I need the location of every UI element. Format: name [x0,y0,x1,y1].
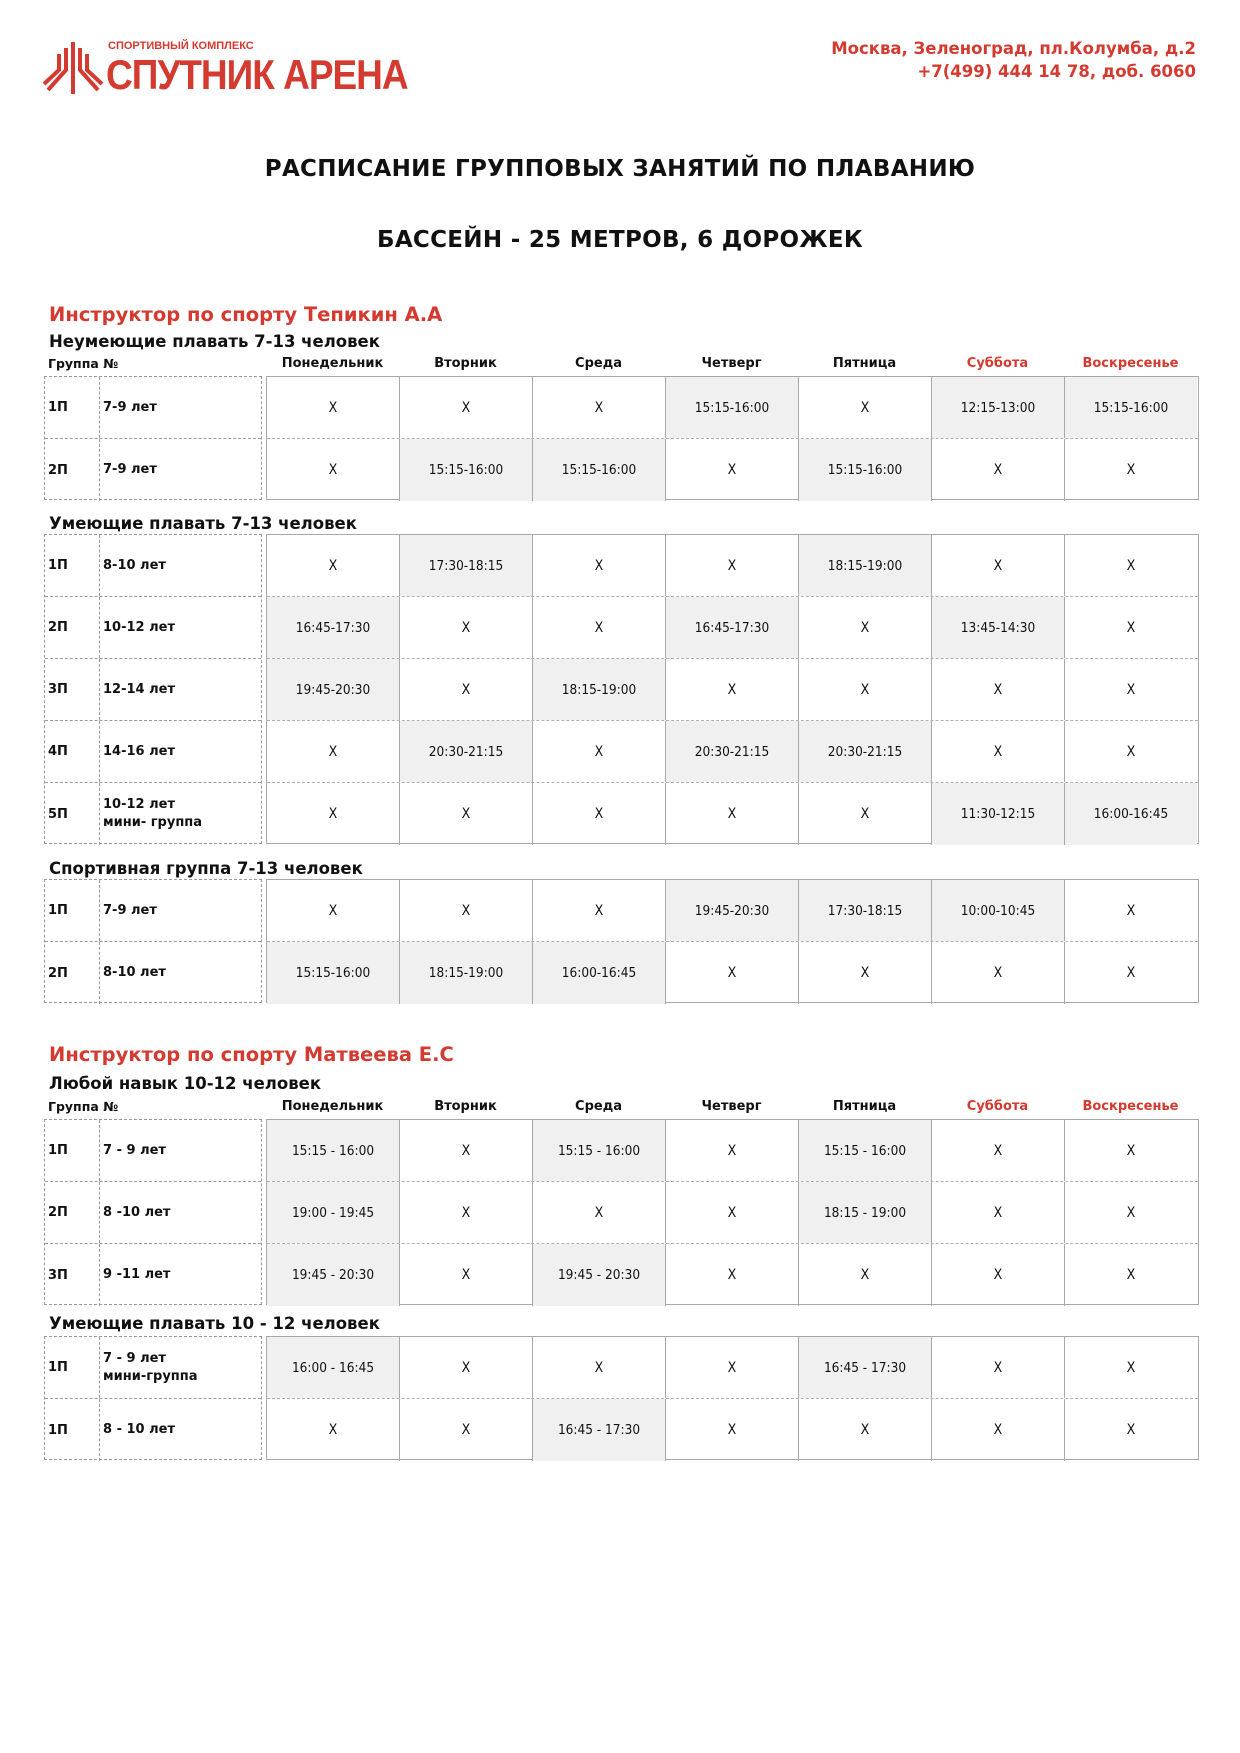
group-code: 2П [48,965,68,981]
class-time-cell: 15:15 - 16:00 [799,1120,932,1181]
no-class-cell: X [799,597,932,658]
class-time-cell: 20:30-21:15 [666,721,799,782]
day-header-5: Суббота [966,356,1029,371]
schedule-grid [266,376,1199,500]
schedule-row [267,1120,1198,1182]
no-class-cell: X [1126,557,1136,574]
day-header-6: Воскресенье [1082,356,1179,371]
class-time-cell: 17:30-18:15 [799,880,932,941]
logo-emblem-icon [42,40,104,96]
group-row [45,377,261,439]
class-time-cell: 18:15-19:00 [533,659,666,720]
day-header-5: Суббота [966,1099,1029,1114]
no-class-cell: X [533,783,666,845]
group-divider [99,1399,100,1461]
no-class-cell: X [799,1399,932,1461]
class-time-cell: 16:45 - 17:30 [533,1399,666,1461]
group-row [45,783,261,845]
group-divider [99,721,100,782]
class-time-cell: 19:45 - 20:30 [267,1244,400,1306]
no-class-cell: X [932,1337,1065,1398]
group-row [45,439,261,501]
instructor-name: Инструктор по спорту Матвеева Е.С [49,1043,454,1066]
group-code: 2П [48,620,68,635]
group-age: 10-12 лет [103,619,175,635]
group-code: 1П [48,558,68,573]
no-class-cell: X [799,659,932,720]
no-class-cell: X [666,942,799,1004]
group-divider [99,439,100,501]
no-class-cell: X [666,659,799,720]
no-class-cell: X [533,597,666,658]
group-age: 7 - 9 лет [103,1142,166,1158]
logo [42,40,408,100]
schedule-grid [266,1336,1199,1460]
section-title: Умеющие плавать 7-13 человек [49,514,357,533]
group-list [44,376,262,500]
no-class-cell: X [1126,1359,1136,1376]
group-row [45,880,261,942]
group-row [45,659,261,721]
group-code: 3П [48,682,68,697]
group-code: 3П [48,1267,68,1283]
group-code: 1П [48,903,68,918]
no-class-cell: X [400,1244,533,1306]
no-class-cell: X [932,721,1065,782]
no-class-cell: X [666,439,799,501]
no-class-cell: X [1126,1422,1136,1438]
group-age: 9 -11 лет [103,1267,171,1282]
group-code: 4П [48,744,68,759]
group-divider [99,783,100,845]
section-title: Неумеющие плавать 7-13 человек [49,332,380,351]
no-class-cell: X [932,1120,1065,1181]
schedule-row [267,880,1198,942]
day-header-1: Вторник [434,356,497,371]
group-age: 7 - 9 лет мини-группа [103,1350,198,1384]
no-class-cell: X [932,659,1065,720]
day-header-2: Среда [575,356,622,371]
class-time-cell: 15:15-16:00 [533,439,666,501]
class-time-cell: 20:30-21:15 [400,721,533,782]
class-time-cell: 10:00-10:45 [932,880,1065,941]
no-class-cell: X [400,1399,533,1461]
no-class-cell: X [533,721,666,782]
class-time-cell: 16:45 - 17:30 [799,1337,932,1398]
no-class-cell: X [932,439,1065,501]
no-class-cell: X [1126,462,1136,478]
no-class-cell: X [400,659,533,720]
day-header-6: Воскресенье [1082,1099,1179,1114]
no-class-cell: X [267,880,400,941]
group-divider [99,1244,100,1306]
no-class-cell: X [267,721,400,782]
group-age: 7-9 лет [103,462,157,477]
class-time-cell: 19:45 - 20:30 [533,1244,666,1306]
group-divider [99,377,100,438]
no-class-cell: X [267,439,400,501]
group-code: 1П [48,1422,68,1438]
day-header-2: Среда [575,1099,622,1114]
group-number-header: Группа № [48,1099,119,1114]
schedule-row [267,942,1198,1004]
group-age: 14-16 лет [103,743,175,759]
no-class-cell: X [932,942,1065,1004]
group-divider [99,1182,100,1243]
class-time-cell: 17:30-18:15 [400,535,533,596]
no-class-cell: X [932,1244,1065,1306]
class-time-cell: 18:15-19:00 [799,535,932,596]
no-class-cell: X [666,1337,799,1398]
schedule-row [267,377,1198,439]
group-code: 5П [48,806,68,822]
schedule-row [267,721,1198,783]
logo-title: СПУТНИК АРЕНА [106,52,408,98]
no-class-cell: X [267,535,400,596]
no-class-cell: X [400,783,533,845]
day-header-0: Понедельник [281,356,384,371]
group-code: 2П [48,462,68,478]
schedule-row [267,659,1198,721]
no-class-cell: X [666,783,799,845]
class-time-cell: 16:45-17:30 [267,597,400,658]
no-class-cell: X [1126,1204,1136,1221]
day-header-3: Четверг [701,356,762,371]
no-class-cell: X [932,1182,1065,1243]
no-class-cell: X [533,377,666,438]
no-class-cell: X [666,1182,799,1243]
day-header-4: Пятница [832,1099,897,1114]
group-row [45,1244,261,1306]
group-row [45,1399,261,1461]
no-class-cell: X [932,1399,1065,1461]
group-list [44,534,262,844]
group-code: 1П [48,1360,68,1375]
group-divider [99,1337,100,1398]
section-title: Спортивная группа 7-13 человек [49,859,363,878]
schedule-grid [266,1119,1199,1305]
no-class-cell: X [1126,743,1136,760]
group-age: 12-14 лет [103,681,175,697]
no-class-cell: X [533,535,666,596]
pool-title: БАССЕЙН - 25 МЕТРОВ, 6 ДОРОЖЕК [377,227,863,253]
no-class-cell: X [666,535,799,596]
address: Москва, Зеленоград, пл.Колумба, д.2 [831,39,1196,58]
section-title: Любой навык 10-12 человек [49,1074,322,1093]
group-code: 2П [48,1205,68,1220]
no-class-cell: X [1126,1267,1136,1283]
class-time-cell: 16:00-16:45 [533,942,666,1004]
class-time-cell: 15:15 - 16:00 [533,1120,666,1181]
schedule-row [267,1337,1198,1399]
group-age: 8-10 лет [103,965,166,980]
day-header-0: Понедельник [281,1099,384,1114]
no-class-cell: X [932,535,1065,596]
group-divider [99,659,100,720]
day-header-1: Вторник [434,1099,497,1114]
schedule-row [267,535,1198,597]
no-class-cell: X [533,1337,666,1398]
class-time-cell: 12:15-13:00 [932,377,1065,438]
group-divider [99,942,100,1004]
class-time-cell: 13:45-14:30 [932,597,1065,658]
no-class-cell: X [799,377,932,438]
no-class-cell: X [533,880,666,941]
group-list [44,879,262,1003]
schedule-row [267,439,1198,501]
class-time-cell: 19:00 - 19:45 [267,1182,400,1243]
group-divider [99,597,100,658]
group-age: 7-9 лет [103,399,157,415]
group-row [45,942,261,1004]
group-age: 8-10 лет [103,557,166,573]
no-class-cell: X [799,942,932,1004]
group-list [44,1119,262,1305]
no-class-cell: X [400,880,533,941]
group-code: 1П [48,1143,68,1158]
class-time-cell: 15:15-16:00 [267,942,400,1004]
group-divider [99,535,100,596]
no-class-cell: X [799,1244,932,1306]
group-list [44,1336,262,1460]
schedule-row [267,1399,1198,1461]
class-time-cell: 11:30-12:15 [932,783,1065,845]
no-class-cell: X [400,1337,533,1398]
no-class-cell: X [267,1399,400,1461]
group-code: 1П [48,400,68,415]
no-class-cell: X [666,1120,799,1181]
no-class-cell: X [1126,965,1136,981]
contacts [831,37,1196,83]
no-class-cell: X [267,783,400,845]
class-time-cell: 20:30-21:15 [799,721,932,782]
group-age: 10-12 лет мини- группа [103,797,203,830]
no-class-cell: X [666,1399,799,1461]
no-class-cell: X [400,1120,533,1181]
group-row [45,721,261,783]
no-class-cell: X [400,1182,533,1243]
no-class-cell: X [799,783,932,845]
group-row [45,597,261,659]
class-time-cell: 15:15 - 16:00 [267,1120,400,1181]
schedule-row [267,597,1198,659]
group-divider [99,880,100,941]
group-age: 8 -10 лет [103,1204,171,1220]
group-row [45,1120,261,1182]
no-class-cell: X [1126,1142,1136,1159]
schedule-grid [266,534,1199,844]
class-time-cell: 16:00-16:45 [1065,783,1197,845]
group-number-header: Группа № [48,356,119,371]
class-time-cell: 19:45-20:30 [666,880,799,941]
class-time-cell: 16:45-17:30 [666,597,799,658]
class-time-cell: 15:15-16:00 [400,439,533,501]
no-class-cell: X [666,1244,799,1306]
no-class-cell: X [400,377,533,438]
class-time-cell: 16:00 - 16:45 [267,1337,400,1398]
group-row [45,535,261,597]
schedule-grid [266,879,1199,1003]
class-time-cell: 18:15-19:00 [400,942,533,1004]
no-class-cell: X [1126,902,1136,919]
group-row [45,1182,261,1244]
no-class-cell: X [533,1182,666,1243]
group-row [45,1337,261,1399]
class-time-cell: 15:15-16:00 [1065,377,1197,438]
class-time-cell: 18:15 - 19:00 [799,1182,932,1243]
section-title: Умеющие плавать 10 - 12 человек [49,1314,380,1333]
schedule-row [267,783,1198,845]
day-header-3: Четверг [701,1099,762,1114]
phone: +7(499) 444 14 78, доб. 6060 [917,62,1196,81]
page-title: РАСПИСАНИЕ ГРУППОВЫХ ЗАНЯТИЙ ПО ПЛАВАНИЮ [264,156,976,182]
class-time-cell: 15:15-16:00 [666,377,799,438]
logo-subtitle: СПОРТИВНЫЙ КОМПЛЕКС [108,40,254,52]
no-class-cell: X [1126,619,1136,636]
group-age: 8 - 10 лет [103,1422,175,1437]
class-time-cell: 15:15-16:00 [799,439,932,501]
group-age: 7-9 лет [103,902,157,918]
no-class-cell: X [267,377,400,438]
schedule-row [267,1182,1198,1244]
day-header-4: Пятница [832,356,897,371]
no-class-cell: X [1126,681,1136,698]
group-divider [99,1120,100,1181]
no-class-cell: X [400,597,533,658]
schedule-row [267,1244,1198,1306]
instructor-name: Инструктор по спорту Тепикин А.А [49,303,443,326]
class-time-cell: 19:45-20:30 [267,659,400,720]
